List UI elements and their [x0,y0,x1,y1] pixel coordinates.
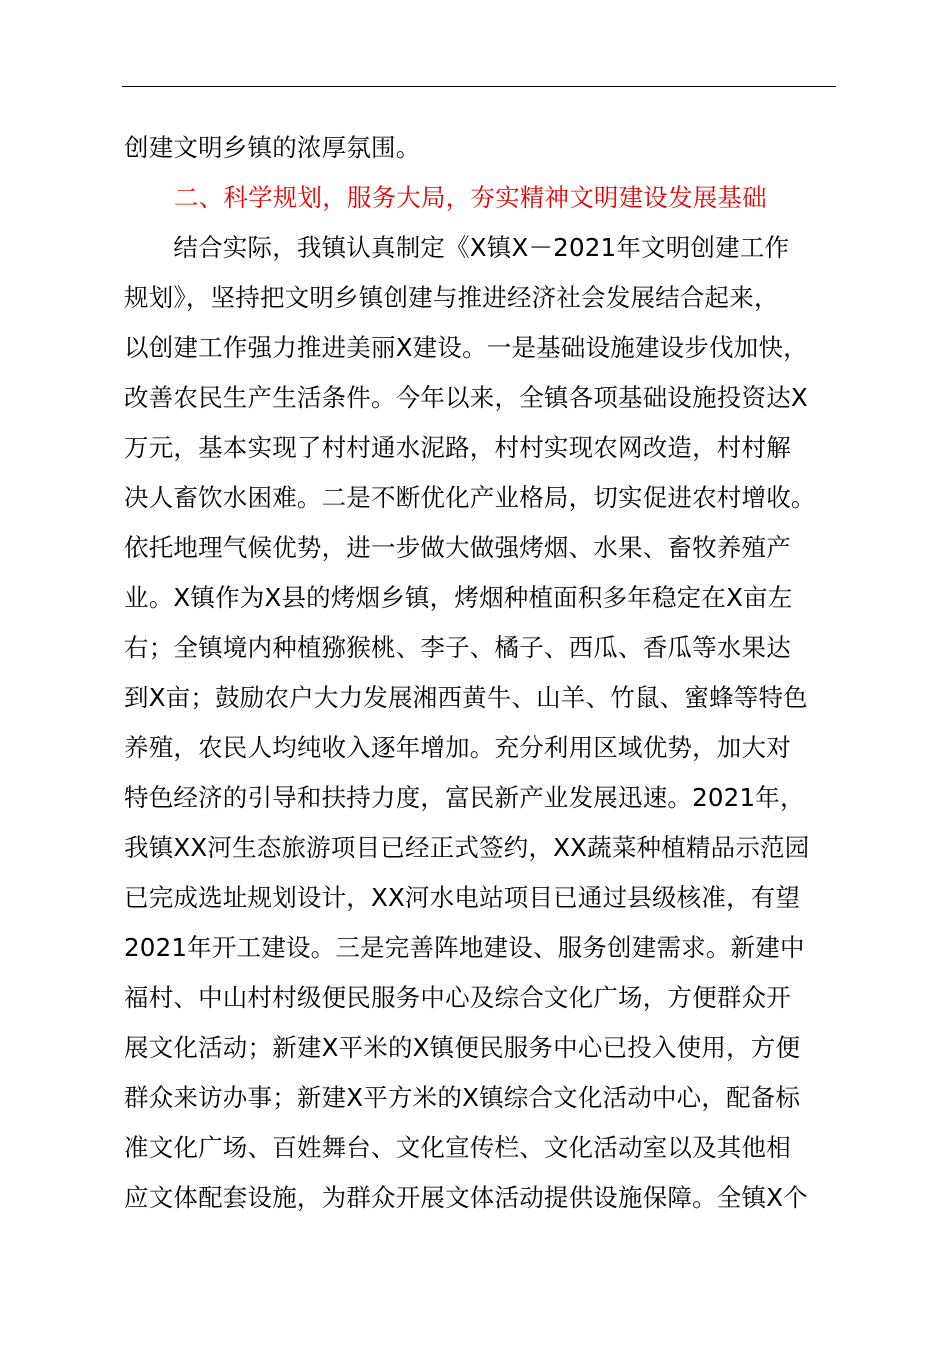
body-line-9: 右；全镇境内种植猕猴桃、李子、橘子、西瓜、香瓜等水果达 [124,633,791,662]
body-line-3: 以创建工作强力推进美丽X建设。一是基础设施建设步伐加快， [124,333,808,362]
body-line-10: 到X亩；鼓励农户大力发展湘西黄牛、山羊、竹鼠、蜜蜂等特色 [124,683,808,712]
section-heading: 二、科学规划，服务大局，夯实精神文明建设发展基础 [174,183,767,212]
body-line-2: 规划》，坚持把文明乡镇创建与推进经济社会发展结合起来， [124,283,779,312]
header-rule [122,86,836,87]
body-line-19: 准文化广场、百姓舞台、文化宣传栏、文化活动室以及其他相 [124,1133,791,1162]
body-line-16: 福村、中山村村级便民服务中心及综合文化广场，方便群众开 [124,983,791,1012]
body-line-18: 群众来访办事；新建X平方米的X镇综合文化活动中心，配备标 [124,1083,801,1112]
body-line-7: 依托地理气候优势，进一步做大做强烤烟、水果、畜牧养殖产 [124,533,791,562]
body-line-6: 决人畜饮水困难。二是不断优化产业格局，切实促进农村增收。 [124,483,816,512]
body-line-13: 我镇XX河生态旅游项目已经正式签约，XX蔬菜种植精品示范园 [124,833,810,862]
body-line-4: 改善农民生产生活条件。今年以来，全镇各项基础设施投资达X [124,383,808,412]
body-line-20: 应文体配套设施，为群众开展文体活动提供设施保障。全镇X个 [124,1183,808,1212]
body-line-11: 养殖，农民人均纯收入逐年增加。充分利用区域优势，加大对 [124,733,791,762]
opening-line: 创建文明乡镇的浓厚氛围。 [124,133,421,162]
body-line-15: 2021年开工建设。三是完善阵地建设、服务创建需求。新建中 [124,933,805,962]
body-line-5: 万元，基本实现了村村通水泥路，村村实现农网改造，村村解 [124,433,791,462]
body-line-1: 结合实际，我镇认真制定《X镇X－2021年文明创建工作 [124,233,790,262]
body-line-14: 已完成选址规划设计，XX河水电站项目已通过县级核准，有望 [124,883,801,912]
body-line-17: 展文化活动；新建X平米的X镇便民服务中心已投入使用，方便 [124,1033,801,1062]
body-line-12: 特色经济的引导和扶持力度，富民新产业发展迅速。2021年， [124,783,805,812]
body-line-8: 业。X镇作为X县的烤烟乡镇，烤烟种植面积多年稳定在X亩左 [124,583,793,612]
